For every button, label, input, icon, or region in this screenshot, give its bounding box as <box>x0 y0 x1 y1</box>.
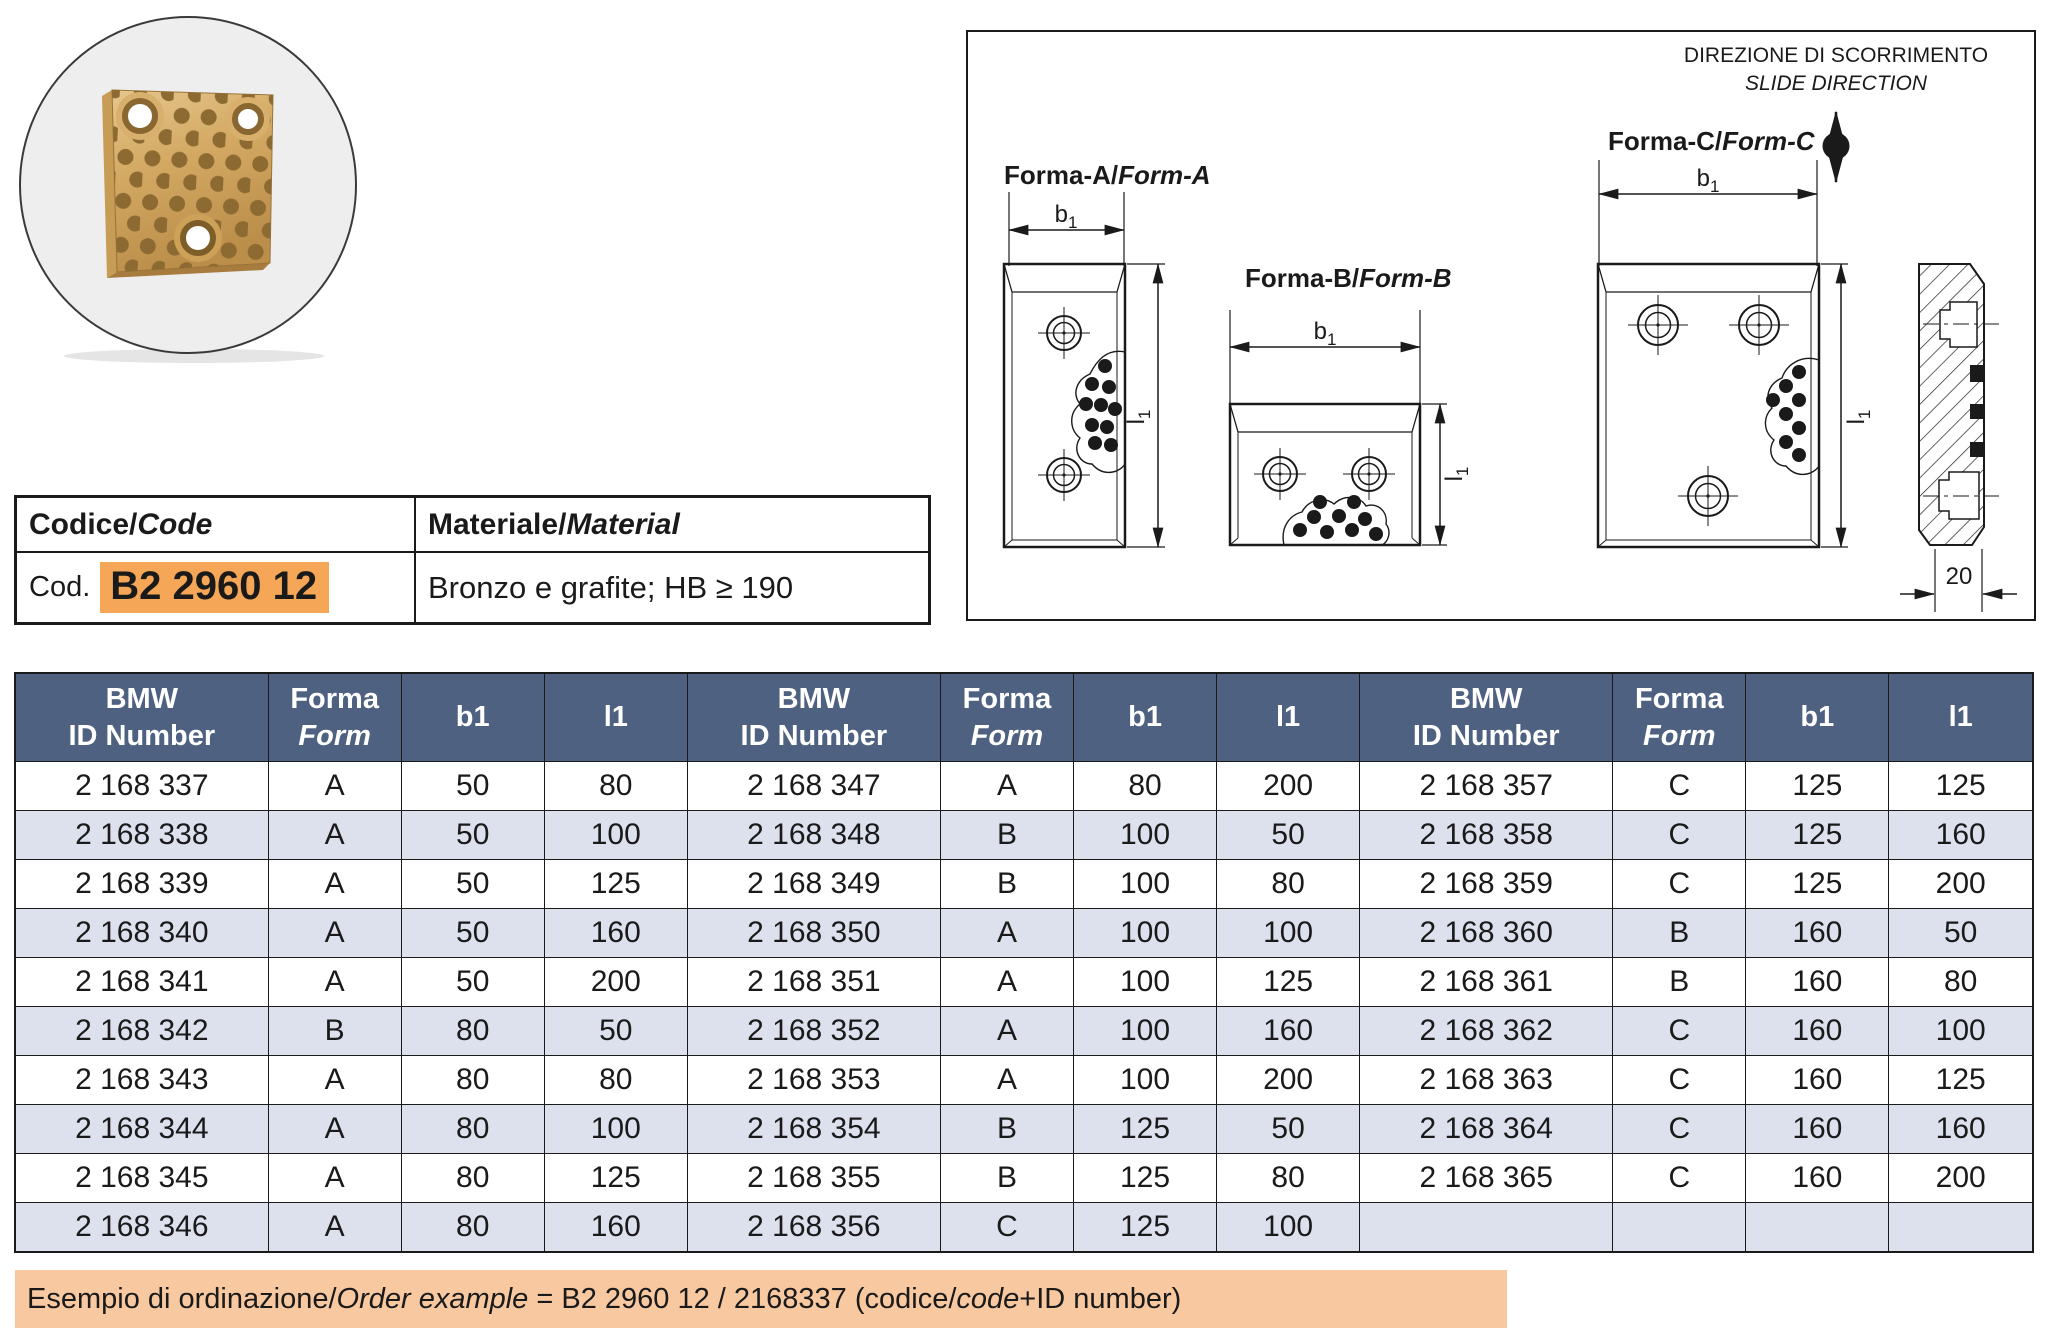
cell-b1: 80 <box>401 1154 544 1203</box>
cell-b1: 50 <box>401 811 544 860</box>
cell-id: 2 168 361 <box>1360 958 1613 1007</box>
form-b-l1-dim: $l_1$ <box>1441 466 1472 482</box>
cell-id: 2 168 339 <box>15 860 268 909</box>
cell-id: 2 168 352 <box>687 1007 940 1056</box>
codice-header: Codice/ Code <box>16 497 415 552</box>
header-b1-3: b1 <box>1746 673 1889 762</box>
cell-b1: 125 <box>1746 762 1889 811</box>
header-b1-1: b1 <box>401 673 544 762</box>
cell-l1: 50 <box>1217 1105 1360 1154</box>
form-c-label: Forma-C/Form-C <box>1608 126 1815 156</box>
cell-l1: 100 <box>1217 1203 1360 1253</box>
cell-b1: 80 <box>401 1056 544 1105</box>
header-forma-1: Forma Form <box>268 673 401 762</box>
cell-l1: 160 <box>1217 1007 1360 1056</box>
form-a-graphite-dots <box>1079 359 1122 452</box>
form-a-b1-dim: $b_1$ <box>1054 201 1078 232</box>
cell-form: C <box>1613 860 1746 909</box>
cell-id: 2 168 354 <box>687 1105 940 1154</box>
section-graphite-plugs <box>1970 365 1983 457</box>
cell-b1: 80 <box>401 1203 544 1253</box>
cell-b1: 125 <box>1746 860 1889 909</box>
table-row <box>15 860 2033 909</box>
cell-l1: 50 <box>544 1007 687 1056</box>
cell-b1: 160 <box>1746 1056 1889 1105</box>
cell-id: 2 168 342 <box>15 1007 268 1056</box>
cell-b1: 50 <box>401 909 544 958</box>
cell-form: A <box>268 958 401 1007</box>
cod-prefix: Cod. <box>29 571 91 603</box>
bronze-plate-image <box>16 10 368 366</box>
cell-form: B <box>268 1007 401 1056</box>
cell-b1: 125 <box>1074 1105 1217 1154</box>
cell-l1: 200 <box>1889 860 2033 909</box>
cell-form: B <box>1613 958 1746 1007</box>
cell-form: A <box>268 860 401 909</box>
cell-l1: 50 <box>1217 811 1360 860</box>
materiale-header: Materiale/ Material <box>415 497 929 552</box>
cell-l1: 200 <box>1889 1154 2033 1203</box>
cell-form: A <box>268 1154 401 1203</box>
table-row <box>15 1007 2033 1056</box>
drawings <box>968 32 2034 619</box>
form-c-drawing <box>1598 126 1874 547</box>
cell-b1: 160 <box>1746 909 1889 958</box>
code-cell <box>16 552 415 623</box>
form-b-graphite-dots <box>1293 495 1383 541</box>
table-row <box>15 811 2033 860</box>
cell-id: 2 168 351 <box>687 958 940 1007</box>
cell-id: 2 168 343 <box>15 1056 268 1105</box>
cell-form: B <box>1613 909 1746 958</box>
cell-id: 2 168 337 <box>15 762 268 811</box>
cell-b1: 100 <box>1074 909 1217 958</box>
cell-l1: 100 <box>1889 1007 2033 1056</box>
table-row <box>15 958 2033 1007</box>
cell-id: 2 168 338 <box>15 811 268 860</box>
cell-l1: 125 <box>544 860 687 909</box>
cell-form: C <box>940 1203 1073 1253</box>
product-code: B2 2960 12 <box>100 562 329 613</box>
cell-l1: 200 <box>544 958 687 1007</box>
form-a-drawing <box>1004 160 1211 547</box>
cell-id: 2 168 355 <box>687 1154 940 1203</box>
cell-id: 2 168 344 <box>15 1105 268 1154</box>
cell-id: 2 168 353 <box>687 1056 940 1105</box>
form-a-label: Forma-A/Form-A <box>1004 160 1211 190</box>
cell-b1: 100 <box>1074 1007 1217 1056</box>
cell-id: 2 168 360 <box>1360 909 1613 958</box>
cell-l1: 100 <box>1217 909 1360 958</box>
table-row <box>15 1056 2033 1105</box>
cell-l1: 80 <box>544 1056 687 1105</box>
cell-b1: 160 <box>1746 1154 1889 1203</box>
form-c-graphite-dots <box>1766 365 1806 462</box>
thickness-dim: 20 <box>1945 563 1973 590</box>
cell-b1 <box>1746 1203 1889 1253</box>
cell-form: C <box>1613 762 1746 811</box>
cell-form: A <box>268 762 401 811</box>
section-view-drawing <box>1900 264 2017 612</box>
cell-form: A <box>268 811 401 860</box>
header-b1-2: b1 <box>1074 673 1217 762</box>
cell-b1: 125 <box>1074 1154 1217 1203</box>
cell-l1: 80 <box>1217 860 1360 909</box>
cell-l1: 160 <box>544 1203 687 1253</box>
cell-id: 2 168 358 <box>1360 811 1613 860</box>
cell-b1: 80 <box>401 1105 544 1154</box>
cell-l1: 80 <box>1889 958 2033 1007</box>
cell-form: B <box>940 1105 1073 1154</box>
cell-b1: 125 <box>1074 1203 1217 1253</box>
header-l1-2: l1 <box>1217 673 1360 762</box>
table-row <box>15 909 2033 958</box>
header-bmw-id-1: BMW ID Number <box>15 673 268 762</box>
cell-form: B <box>940 811 1073 860</box>
table-header-row <box>15 673 2033 762</box>
header-l1-3: l1 <box>1889 673 2033 762</box>
form-b-b1-dim: $b_1$ <box>1313 318 1337 349</box>
header-forma-3: Forma Form <box>1613 673 1746 762</box>
cell-b1: 50 <box>401 762 544 811</box>
cell-id: 2 168 350 <box>687 909 940 958</box>
cell-form: C <box>1613 811 1746 860</box>
cell-form: A <box>940 1007 1073 1056</box>
cell-l1: 50 <box>1889 909 2033 958</box>
order-example-text: Esempio di ordinazione/Order example = B2 2960 12 / 2168337 (codice/code+ID number) <box>27 1282 1182 1315</box>
cell-id <box>1360 1203 1613 1253</box>
cell-b1: 100 <box>1074 1056 1217 1105</box>
cell-form: C <box>1613 1056 1746 1105</box>
cell-b1: 160 <box>1746 1007 1889 1056</box>
cell-l1: 125 <box>544 1154 687 1203</box>
cell-b1: 80 <box>401 1007 544 1056</box>
cell-l1: 100 <box>544 811 687 860</box>
form-b-label: Forma-B/Form-B <box>1245 263 1452 293</box>
cell-id: 2 168 356 <box>687 1203 940 1253</box>
header-bmw-id-3: BMW ID Number <box>1360 673 1613 762</box>
cell-id: 2 168 348 <box>687 811 940 860</box>
material-cell: Bronzo e grafite; HB ≥ 190 <box>415 552 929 623</box>
slide-direction-label-it: DIREZIONE DI SCORRIMENTO <box>1683 44 1989 67</box>
cell-id: 2 168 346 <box>15 1203 268 1253</box>
table-row <box>15 762 2033 811</box>
cell-id: 2 168 364 <box>1360 1105 1613 1154</box>
cell-id: 2 168 347 <box>687 762 940 811</box>
cell-id: 2 168 365 <box>1360 1154 1613 1203</box>
cell-form: A <box>268 1056 401 1105</box>
code-material-table <box>14 495 931 625</box>
table-row <box>15 1154 2033 1203</box>
slide-direction-label-en: SLIDE DIRECTION <box>1744 72 1928 95</box>
cell-b1: 100 <box>1074 958 1217 1007</box>
slide-direction-indicator <box>1684 44 1988 182</box>
product-photo <box>16 10 368 366</box>
table-row <box>15 1203 2033 1253</box>
cell-form: A <box>940 958 1073 1007</box>
cell-form: C <box>1613 1154 1746 1203</box>
cell-id: 2 168 362 <box>1360 1007 1613 1056</box>
cell-b1: 50 <box>401 860 544 909</box>
cell-form: A <box>940 762 1073 811</box>
cell-b1: 160 <box>1746 1105 1889 1154</box>
cell-id: 2 168 357 <box>1360 762 1613 811</box>
cell-b1: 160 <box>1746 958 1889 1007</box>
cell-id: 2 168 349 <box>687 860 940 909</box>
cell-id: 2 168 340 <box>15 909 268 958</box>
cell-l1: 125 <box>1217 958 1360 1007</box>
cell-l1: 100 <box>544 1105 687 1154</box>
cell-l1: 125 <box>1889 762 2033 811</box>
cell-id: 2 168 341 <box>15 958 268 1007</box>
cell-l1 <box>1889 1203 2033 1253</box>
cell-form: B <box>940 860 1073 909</box>
cell-l1: 160 <box>1889 811 2033 860</box>
cell-form: A <box>940 909 1073 958</box>
cell-form: C <box>1613 1007 1746 1056</box>
header-l1-1: l1 <box>544 673 687 762</box>
cell-b1: 80 <box>1074 762 1217 811</box>
cell-b1: 100 <box>1074 860 1217 909</box>
cell-l1: 200 <box>1217 762 1360 811</box>
header-bmw-id-2: BMW ID Number <box>687 673 940 762</box>
cell-l1: 80 <box>1217 1154 1360 1203</box>
cell-l1: 160 <box>1889 1105 2033 1154</box>
order-example-bar <box>15 1270 1507 1328</box>
header-forma-2: Forma Form <box>940 673 1073 762</box>
cell-l1: 160 <box>544 909 687 958</box>
slide-direction-dot <box>1823 133 1850 160</box>
cell-form <box>1613 1203 1746 1253</box>
cell-form: B <box>940 1154 1073 1203</box>
cell-l1: 125 <box>1889 1056 2033 1105</box>
cell-l1: 200 <box>1217 1056 1360 1105</box>
cell-id: 2 168 345 <box>15 1154 268 1203</box>
form-c-b1-dim: $b_1$ <box>1696 165 1720 196</box>
cell-form: A <box>268 1203 401 1253</box>
cell-b1: 100 <box>1074 811 1217 860</box>
form-a-l1-dim: $l_1$ <box>1123 409 1154 425</box>
cell-l1: 80 <box>544 762 687 811</box>
table-row <box>15 1105 2033 1154</box>
technical-drawing-panel <box>966 30 2036 621</box>
cell-id: 2 168 359 <box>1360 860 1613 909</box>
dimensions-table <box>14 672 2034 1253</box>
cell-b1: 125 <box>1746 811 1889 860</box>
bronze-plate <box>96 70 296 290</box>
form-c-l1-dim: $l_1$ <box>1843 409 1874 425</box>
cell-form: A <box>940 1056 1073 1105</box>
cell-b1: 50 <box>401 958 544 1007</box>
cell-form: A <box>268 909 401 958</box>
form-b-drawing <box>1230 263 1472 545</box>
cell-form: C <box>1613 1105 1746 1154</box>
cell-form: A <box>268 1105 401 1154</box>
cell-id: 2 168 363 <box>1360 1056 1613 1105</box>
